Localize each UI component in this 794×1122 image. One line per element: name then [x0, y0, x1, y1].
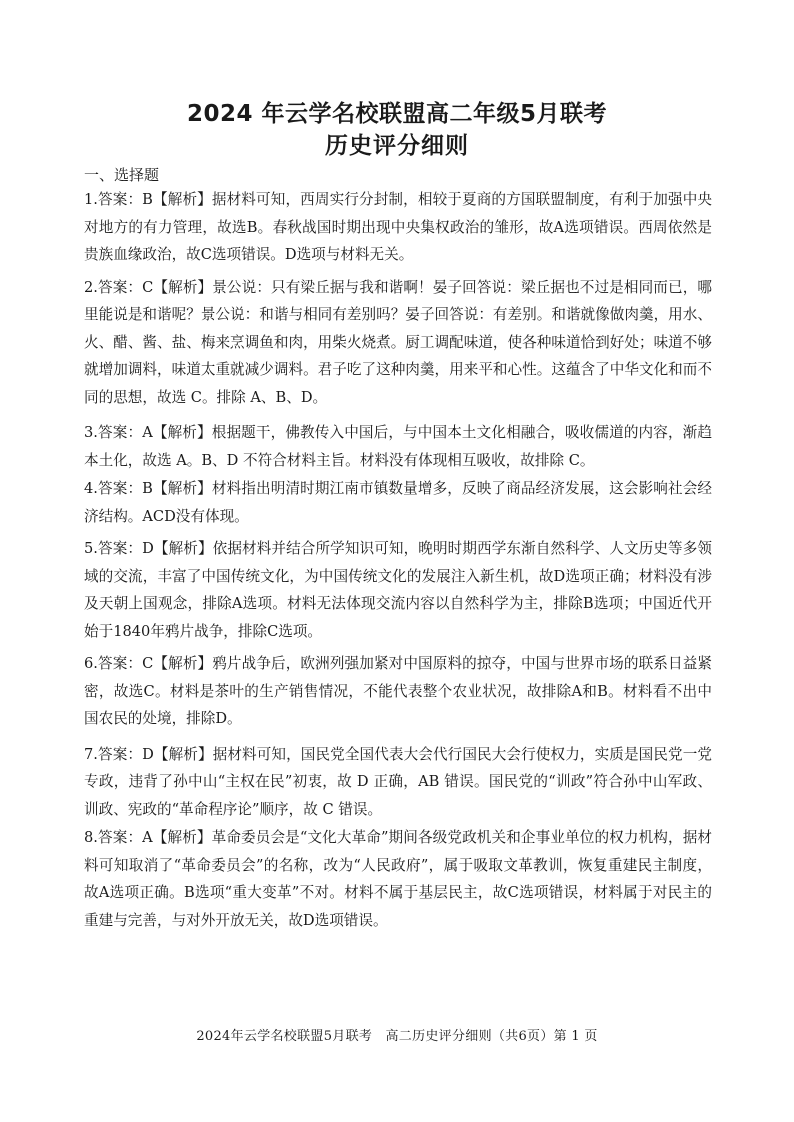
answer-item-1: 1.答案：B【解析】据材料可知，西周实行分封制，相较于夏商的方国联盟制度，有利于加强中央对地方的有力管理，故选B。春秋战国时期出现中央集权政治的雏形，故A选项错误。西周依然是贵族血缘政治，故C选项错误。D选项与材料无关。 — [84, 191, 712, 263]
document-subtitle: 历史评分细则 — [325, 133, 469, 159]
answer-item-5: 5.答案：D【解析】依据材料并结合所学知识可知，晚明时期西学东渐自然科学、人文历史等多领域的交流，丰富了中国传统文化，为中国传统文化的发展注入新生机，故D选项正确；材料没有涉及天朝上国观念，排除A选项。材料无法体现交流内容以自然科学为主，排除B选项；中国近代开始于1840年鸦片战争，排除C选项。 — [84, 540, 712, 640]
answer-list — [84, 186, 712, 939]
answer-item-2: 2.答案：C【解析】景公说：只有梁丘据与我和谐啊！晏子回答说：梁丘据也不过是相同而已，哪里能说是和谐呢？景公说：和谐与相同有差别吗？晏子回答说：有差别。和谐就像做肉羹，用水、火、醋、酱、盐、梅来烹调鱼和肉，用柴火烧煮。厨工调配味道，使各种味道恰到好处；味道不够就增加调料，味道太重就减少调料。君子吃了这种肉羹，用来平和心性。这蕴含了中华文化和而不同的思想，故选 C。排除 A、B、D。 — [84, 278, 712, 406]
answer-item-3: 3.答案：A【解析】根据题干，佛教传入中国后，与中国本土文化相融合，吸收儒道的内容，渐趋本土化，故选 A。B、D 不符合材料主旨。材料没有体现相互吸收，故排除 C。 — [84, 424, 712, 469]
answer-item-8: 8.答案：A【解析】革命委员会是“文化大革命”期间各级党政机关和企事业单位的权力机构，据材料可知取消了“革命委员会”的名称，改为“人民政府”，属于吸取文革教训，恢复重建民主制度，故A选项正确。B选项“重大变革”不对。材料不属于基层民主，故C选项错误，材料属于对民主的重建与完善，与对外开放无关，故D选项错误。 — [84, 829, 712, 929]
page-footer: 2024年云学名校联盟5月联考 高二历史评分细则（共6页）第 1 页 — [196, 1029, 598, 1044]
answer-item-7: 7.答案：D【解析】据材料可知，国民党全国代表大会代行国民大会行使权力，实质是国民党一党专政，违背了孙中山“主权在民”初衷，故 D 正确，AB 错误。国民党的“训政”符合孙中山军政、训政、宪政的“革命程序论”顺序，故 C 错误。 — [84, 745, 712, 818]
section-heading: 一、选择题 — [84, 166, 160, 184]
answer-item-4: 4.答案：B【解析】材料指出明清时期江南市镇数量增多，反映了商品经济发展，这会影响社会经济结构。ACD没有体现。 — [84, 480, 712, 525]
document-title: 2024 年云学名校联盟高二年级5月联考 — [186, 101, 608, 127]
answer-item-6: 6.答案：C【解析】鸦片战争后，欧洲列强加紧对中国原料的掠夺，中国与世界市场的联系日益紧密，故选C。材料是茶叶的生产销售情况，不能代表整个农业状况，故排除A和B。材料看不出中国农民的处境，排除D。 — [84, 655, 712, 727]
